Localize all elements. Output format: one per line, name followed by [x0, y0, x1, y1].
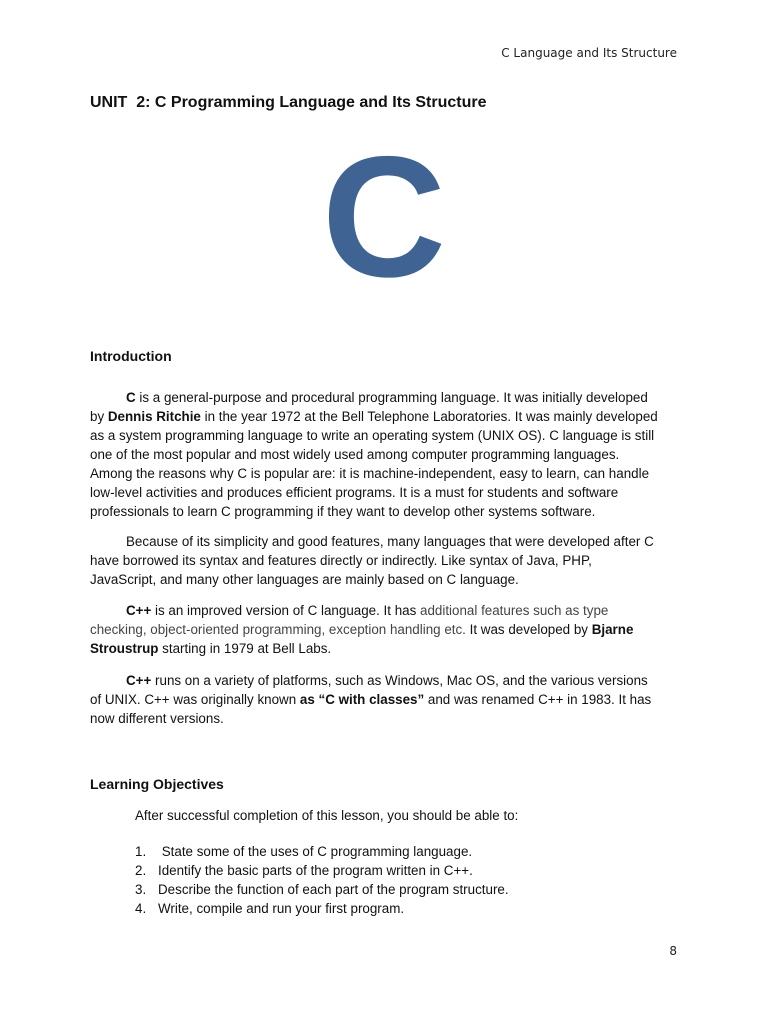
c-letter-logo — [0, 150, 768, 290]
page-number: 8 — [669, 944, 677, 958]
unit-title: UNIT 2: C Programming Language and Its Structure — [90, 94, 487, 111]
objectives-list — [135, 842, 509, 918]
list-item: 1. State some of the uses of C programming language. — [135, 844, 473, 859]
c-logo-container — [0, 150, 768, 290]
list-item: 2. Identify the basic parts of the program written in C++. — [135, 863, 473, 878]
intro-paragraph-3: C++ is an improved version of C language. It has additional features such as type checking, object-oriented programming, exception handling etc. It was developed by Bjarne Stroustrup starting in 1979 at Bell Labs. — [90, 603, 634, 656]
list-item: 3. Describe the function of each part of the program structure. — [135, 882, 509, 897]
list-item: 4. Write, compile and run your first program. — [135, 901, 405, 916]
intro-paragraph-1: C is a general-purpose and procedural programming language. It was initially developed by Dennis Ritchie in the year 1972 at the Bell Telephone Laboratories. It was mainly developed as a system programming language to write an operating system (UNIX OS). C language is still one of the most popular and most widely used among computer programming languages. Among the reasons why C is popular are: it is machine-independent, easy to learn, can handle low-level activities and produces efficient programs. It is a must for students and software professionals to learn C programming if they want to develop other systems software. — [90, 390, 658, 519]
running-header: C Language and Its Structure — [501, 46, 677, 60]
intro-paragraph-4: C++ runs on a variety of platforms, such as Windows, Mac OS, and the various versions of UNIX. C++ was originally known as “C with classes” and was renamed C++ in 1983. It has now different versions. — [90, 673, 652, 726]
c-logo-letter: C — [321, 150, 447, 290]
learning-objectives-heading: Learning Objectives — [90, 776, 224, 792]
intro-paragraph-2: Because of its simplicity and good features, many languages that were developed after C have borrowed its syntax and features directly or indirectly. Like syntax of Java, PHP, JavaScript, and many other languages are mainly based on C language. — [90, 534, 654, 587]
introduction-heading: Introduction — [90, 348, 172, 364]
objectives-intro: After successful completion of this lesson, you should be able to: — [135, 808, 519, 823]
